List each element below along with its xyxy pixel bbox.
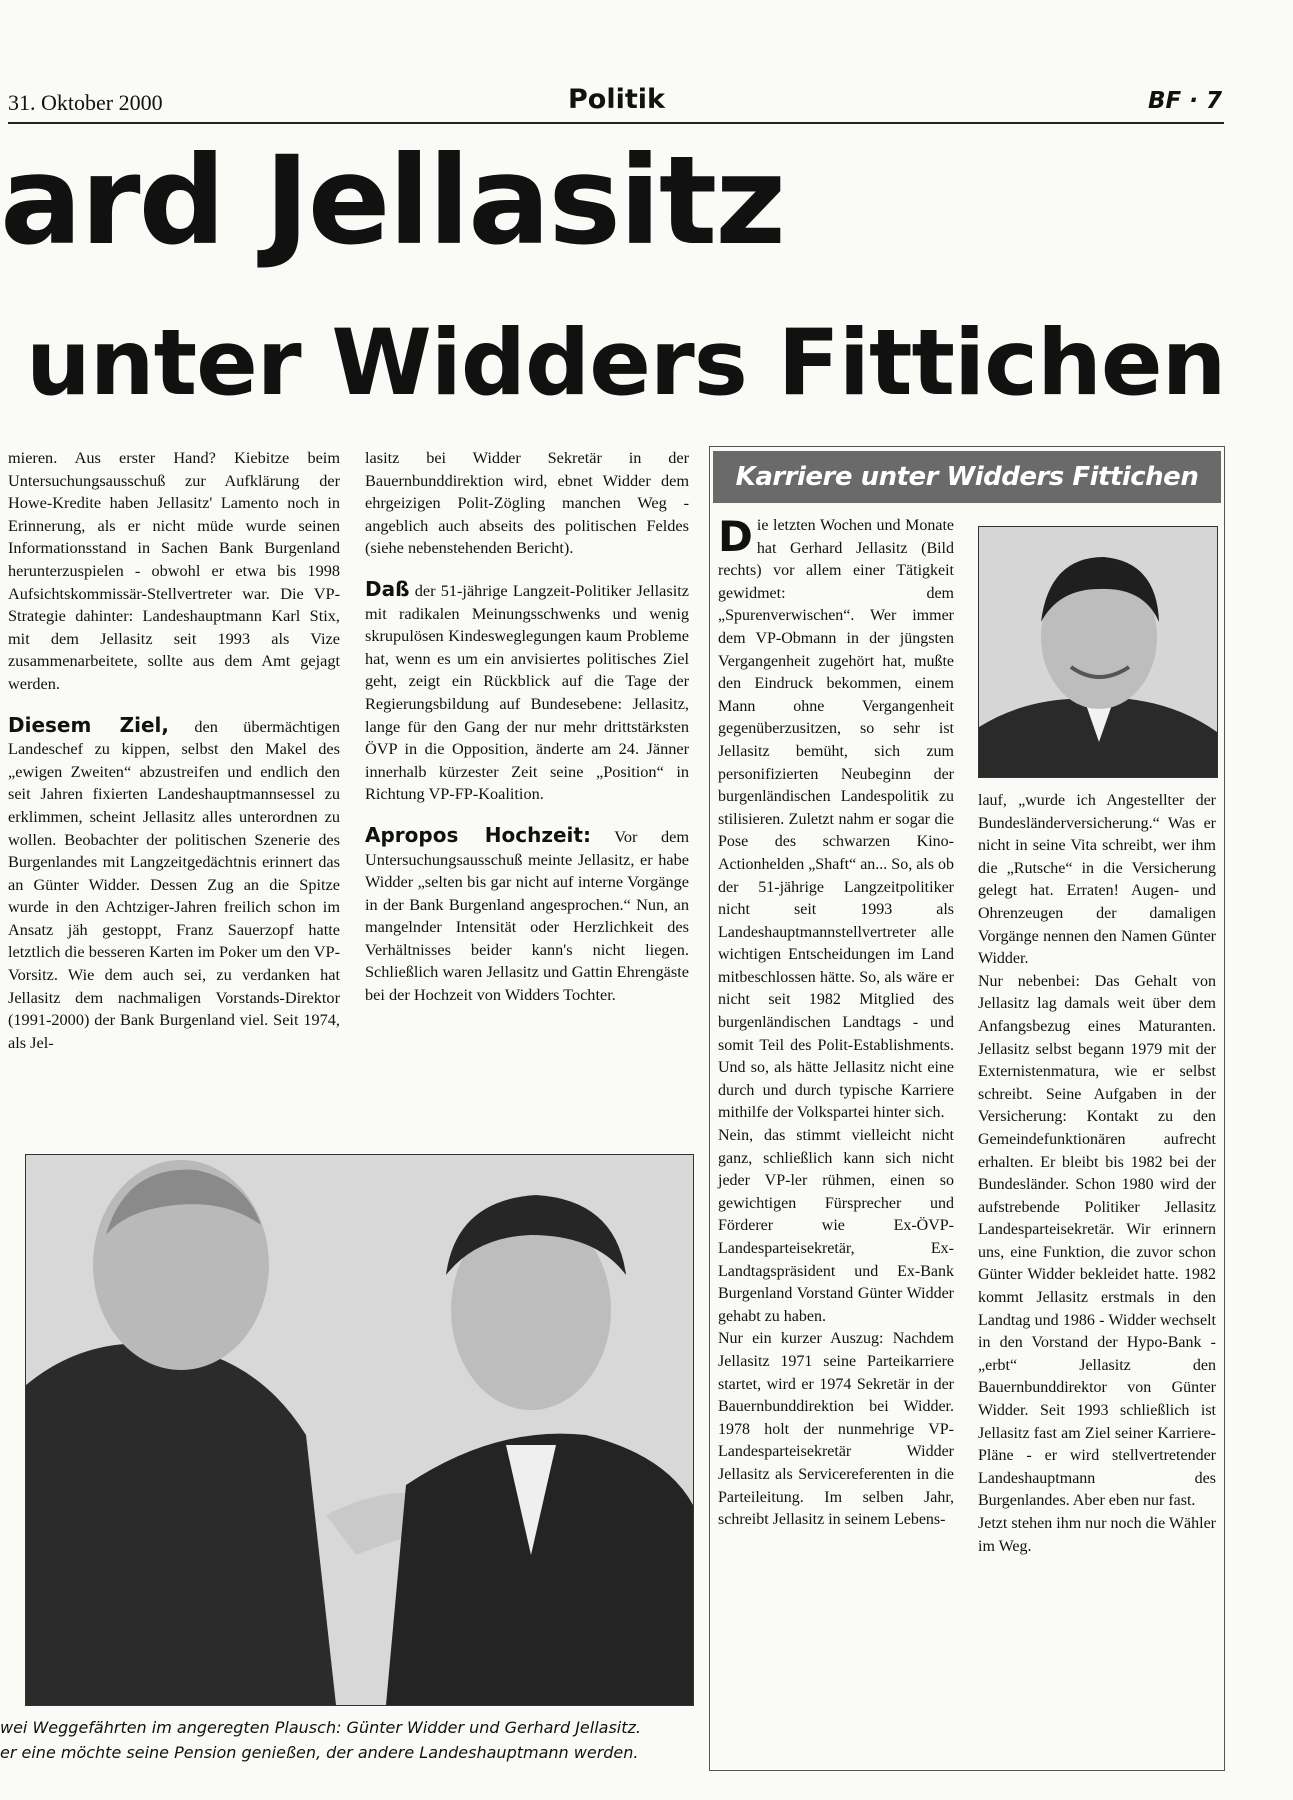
main-photo-image (26, 1155, 693, 1705)
article-paragraph: lauf, „wurde ich Angestellter der Bundesländerversicherung.“ Was er nicht in seine Vita schreibt, wer ihm die „Rutsche“ in die Versicherung gelegt hat. Erraten! Augen- und Ohrenzeugen der damaligen Vorgänge nennen den Namen Günter Widder. (978, 792, 1216, 968)
paragraph-text: Vor dem Untersuchungsausschuß meinte Jellasitz, er habe Widder „selten bis gar nicht auf interne Vorgänge in der Bank Burgenland angesprochen.“ Nun, an mangelnder Intensität oder Herzlichkeit des Verhältnisses beider kann's nicht liegen. Schließlich waren Jellasitz und Gattin Ehrengäste bei der Hochzeit von Widders Tochter. (365, 826, 689, 1005)
paragraph-lead: Daß (365, 576, 410, 601)
portrait-image (979, 527, 1217, 777)
article-paragraph: Nur ein kurzer Auszug: Nachdem Jellasitz 1971 seine Parteikarriere startet, wird er 1974 Sekretär in der Bauernbunddirektion bei Widder. 1978 holt der nunmehrige VP-Landesparteisekretär Widder Jellasitz als Servicereferenten in die Parteileitung. Im selben Jahr, schreibt Jellasitz in seinem Lebens- (718, 1330, 954, 1529)
sidebar-column-1 (718, 512, 954, 1532)
sidebar-box-title: Karriere unter Widders Fittichen (713, 451, 1221, 503)
caption-line-2: er eine möchte seine Pension genießen, der andere Landeshauptmann werden. (0, 1743, 639, 1762)
headline-line-1: ard Jellasitz (0, 130, 785, 272)
paragraph-lead: Apropos Hochzeit: (365, 822, 591, 847)
caption-line-1: wei Weggefährten im angeregten Plausch: Günter Widder und Gerhard Jellasitz. (0, 1718, 642, 1737)
article-paragraph: lasitz bei Widder Sekretär in der Bauernbunddirektion wird, ebnet Widder dem ehrgeizigen Polit-Zögling manchen Weg - angeblich auch abseits des politischen Feldes (siehe nebenstehenden Bericht). (365, 448, 689, 558)
main-photo (25, 1154, 694, 1706)
article-paragraph (718, 512, 954, 1125)
page-header (0, 82, 1230, 122)
header-rule (8, 122, 1224, 124)
page-number: BF · 7 (1148, 88, 1222, 114)
sidebar-column-2 (978, 790, 1216, 1558)
issue-date: 31. Oktober 2000 (8, 90, 163, 115)
photo-caption (0, 1715, 700, 1765)
paragraph-text: ie letzten Wochen und Monate hat Gerhard Jellasitz (Bild rechts) vor allem einer Tätigkeit gewidmet: dem „Spurenverwischen“. Wer immer dem VP-Obmann in der jüngsten Vergangenheit zugehört hat, mußte den Eindruck bekommen, einem Mann ohne Vergangenheit gegenüberzusitzen, so sehr ist Jellasitz bemüht, sich zum personifizierten Neubeginn der burgenländischen Landespolitik zu stilisieren. Zuletzt nahm er sogar die Pose des schwarzen Kino-Actionhelden „Shaft“ an... So, als ob der 51-jährige Langzeitpolitiker nicht seit 1993 als Landeshauptmannstellvertreter alle wichtigen Entscheidungen im Land mitbeschlossen hätte. So, als wäre er nicht seit 1982 Mitglied des burgenländischen Landtags - und somit Teil des Polit-Establishments. Und so, als hätte Jellasitz nicht eine durch und durch typische Karriere mithilfe der Volkspartei hinter sich. (718, 517, 954, 1122)
article-column-2 (365, 447, 689, 1007)
paragraph-text: den übermächtigen Landeschef zu kippen, selbst den Makel des „ewigen Zweiten“ abzustreifen und endlich den seit Jahren fixierten Landeshauptmannsessel zu erklimmen, scheint Jellasitz alles unterordnen zu wollen. Beobachter der politischen Szenerie des Burgenlandes mit Langzeitgedächtnis erinnert das an Günter Widder. Dessen Zug an die Spitze wurde in den Achtziger-Jahren freilich schon im Ansatz jäh gestoppt, Franz Sauerzopf hatte letztlich die besseren Karten im Poker um den VP-Vorsitz. Wie dem auch sei, zu verdanken hat Jellasitz dem nachmaligen Vorstands-Direktor (1991-2000) der Bank Burgenland viel. Seit 1974, als Jel- (8, 716, 340, 1052)
article-paragraph: Jetzt stehen ihm nur noch die Wähler im Weg. (978, 1515, 1216, 1555)
drop-cap: D (718, 512, 753, 561)
portrait-photo (978, 526, 1218, 778)
article-column-1 (8, 447, 340, 1054)
article-paragraph (8, 714, 340, 1055)
article-paragraph: mieren. Aus erster Hand? Kiebitze beim Untersuchungsausschuß zur Aufklärung der Howe-Kredite haben Jellasitz' Lamento noch in Erinnerung, als er nicht müde wurde seinen Informationsstand in Sachen Bank Burgenland herunterzuspielen - obwohl er etwa bis 1998 Aufsichtskommissär-Stellvertreter war. Die VP-Strategie dahinter: Landeshauptmann Karl Stix, mit dem Jellasitz seit 1993 als Vize zusammenarbeitete, sollte aus dem Amt gejagt werden. (8, 448, 340, 693)
article-paragraph: Nein, das stimmt vielleicht nicht ganz, schließlich kann sich nicht jeder VP-ler rühmen, einen so gewichtigen Fürsprecher und Förderer wie Ex-ÖVP-Landesparteisekretär, Ex-Landtagspräsident und Ex-Bank Burgenland Vorstand Günter Widder gehabt zu haben. (718, 1127, 954, 1325)
paragraph-lead: Diesem Ziel, (8, 712, 169, 737)
article-paragraph (365, 824, 689, 1007)
article-paragraph (365, 578, 689, 806)
paragraph-text: der 51-jährige Langzeit-Politiker Jellasitz mit radikalen Meinungsschwenks und wenig skrupulösen Kindesweglegungen kaum Probleme hat, wenn es um ein anvisiertes politisches Ziel geht, zeigt ein Rückblick auf die Tage der Regierungsbildung auf Bundesebene: Jellasitz, lange für den Gang der nur mehr drittstärksten ÖVP in die Opposition, änderte am 24. Jänner innerhalb kürzester Zeit seine „Position“ in Richtung VP-FP-Koalition. (365, 580, 689, 804)
section-title: Politik (568, 84, 665, 115)
article-paragraph: Nur nebenbei: Das Gehalt von Jellasitz lag damals weit über dem Anfangsbezug eines Maturanten. Jellasitz selbst begann 1979 mit der Externistenmatura, wie er selbst schreibt. Seine Aufgaben in der Versicherung: Kontakt zu den Gemeindefunktionären aufrecht erhalten. Er bleibt bis 1982 bei der Bundesländer. Schon 1980 wird der aufstrebende Politiker Jellasitz Landesparteisekretär. Wir erinnern uns, eine Funktion, die zuvor schon Günter Widder bekleidet hatte. 1982 kommt Jellasitz erstmals in den Landtag und 1986 - Widder wechselt in den Vorstand der Hypo-Bank - „erbt“ Jellasitz den Bauernbunddirektor von Günter Widder. Seit 1993 schließlich ist Jellasitz fast am Ziel seiner Karriere-Pläne - er wird stellvertretender Landeshauptmann des Burgenlandes. Aber eben nur fast. (978, 972, 1216, 1510)
headline-line-2: unter Widders Fittichen (26, 311, 1226, 416)
